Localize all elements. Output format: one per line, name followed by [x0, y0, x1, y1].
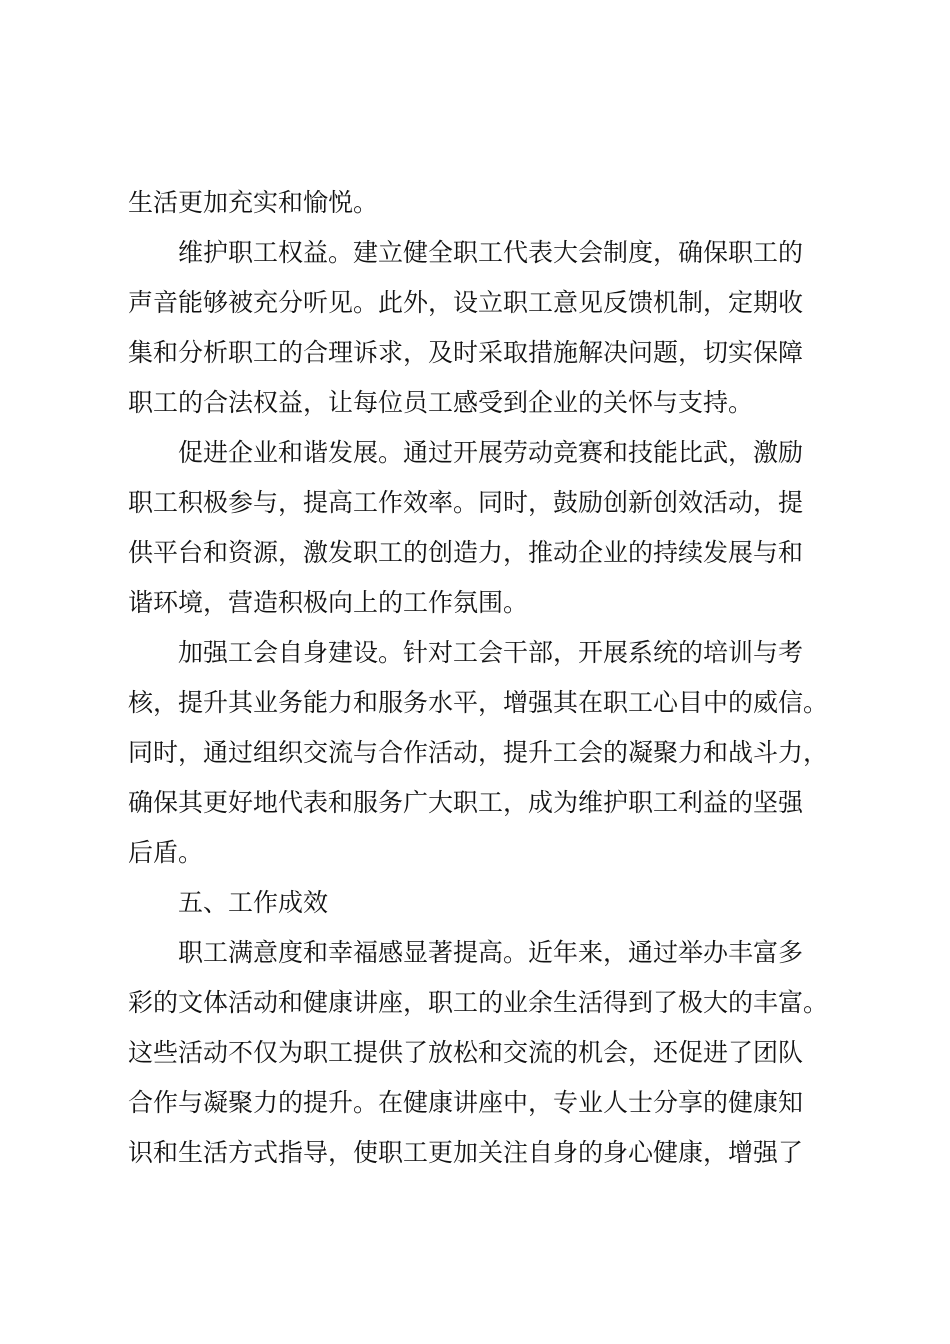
- text-line: 同时，通过组织交流与合作活动，提升工会的凝聚力和战斗力，: [128, 738, 829, 767]
- text-line: 后盾。: [128, 838, 204, 867]
- section-heading: 五、工作成效: [178, 888, 329, 917]
- document-body: [128, 178, 850, 1178]
- paragraph-start-line: 加强工会自身建设。针对工会干部，开展系统的培训与考: [178, 638, 804, 667]
- paragraph-start-line: 维护职工权益。建立健全职工代表大会制度，确保职工的: [178, 238, 804, 267]
- text-line: 生活更加充实和愉悦。: [128, 188, 379, 217]
- text-line: 合作与凝聚力的提升。在健康讲座中，专业人士分享的健康知: [128, 1088, 804, 1117]
- text-line: 确保其更好地代表和服务广大职工，成为维护职工利益的坚强: [128, 788, 804, 817]
- text-line: 谐环境，营造积极向上的工作氛围。: [128, 588, 529, 617]
- text-line: 声音能够被充分听见。此外，设立职工意见反馈机制，定期收: [128, 288, 804, 317]
- text-line: 集和分析职工的合理诉求，及时采取措施解决问题，切实保障: [128, 338, 804, 367]
- text-line: 核，提升其业务能力和服务水平，增强其在职工心目中的威信。: [128, 688, 829, 717]
- text-line: 识和生活方式指导，使职工更加关注自身的身心健康，增强了: [128, 1138, 804, 1167]
- text-line: 供平台和资源，激发职工的创造力，推动企业的持续发展与和: [128, 538, 804, 567]
- paragraph-start-line: 职工满意度和幸福感显著提高。近年来，通过举办丰富多: [178, 938, 804, 967]
- text-line: 职工积极参与，提高工作效率。同时，鼓励创新创效活动，提: [128, 488, 804, 517]
- text-line: 这些活动不仅为职工提供了放松和交流的机会，还促进了团队: [128, 1038, 804, 1067]
- text-line: 职工的合法权益，让每位员工感受到企业的关怀与支持。: [128, 388, 754, 417]
- paragraph-start-line: 促进企业和谐发展。通过开展劳动竞赛和技能比武，激励: [178, 438, 804, 467]
- text-line: 彩的文体活动和健康讲座，职工的业余生活得到了极大的丰富。: [128, 988, 829, 1017]
